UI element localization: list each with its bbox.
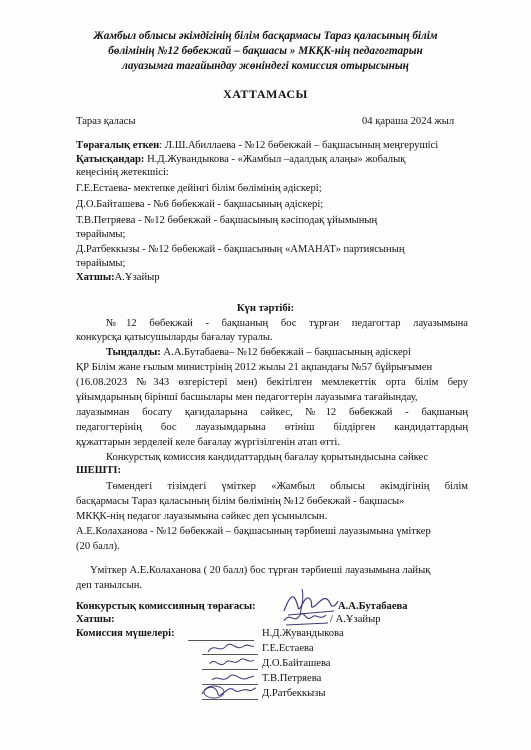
heard-speaker: А.А.Бутабаева– №12 бөбекжай – бақшасының әдіскері — [160, 347, 411, 358]
header-line-1: Жамбыл облысы әкімдігінің білім басқармасы Тараз қаласының білім — [93, 30, 438, 42]
participants-line-7: Д.Ратбеккызы - №12 бөбекжай - бақшасының «АМАНАТ» партиясының — [76, 244, 405, 255]
heard-line-4: ұйымдарының бірінші басшылары мен педагогтерін лауазымға тағайындау, — [76, 392, 418, 403]
participants-line-4: Д.О.Байташева - №6 бөбекжай - бақшасының әдіскері; — [76, 199, 324, 210]
chair-value: : Л.Ш.Абиллаева - №12 бөбекжай – бақшасының меңгерушісі — [159, 140, 439, 151]
secretary-signature-label: Хатшы: — [76, 614, 115, 625]
decided-line-2: басқармасы Тараз қаласының білім бөлімінің №12 бөбекжай - бақшасы» — [76, 496, 405, 507]
document-title: ХАТТАМАСЫ — [223, 87, 308, 101]
chair-line — [76, 140, 438, 153]
decided-line-1: Төмендегі тізімдегі үміткер «Жамбыл облысы әкімдігінің білім — [106, 481, 468, 492]
member-signature-image-5 — [198, 680, 258, 702]
chair-signature-label: Конкурстық комиссияның төрағасы: — [76, 601, 256, 612]
member-name-3: Д.О.Байташева — [262, 658, 331, 669]
member-name-4: Т.В.Петряева — [262, 673, 322, 684]
participants-line-1 — [76, 154, 405, 167]
member-name-5: Д.Ратбеккызы — [262, 688, 326, 699]
conclusion-line-1: Үміткер А.Е.Колаханова ( 20 балл) бос тұрған тәрбиеші лауазымына лайық — [90, 565, 431, 576]
participants-line-3: Г.Е.Естаева- мектепке дейінгі білім бөлімінің әдіскері; — [76, 183, 322, 194]
participants-line-5: Т.В.Петряева - №12 бөбекжай - бақшасының кәсіподақ ұйымының — [76, 215, 378, 226]
secretary-line — [76, 272, 160, 285]
participant-1: Н.Д.Жувандыкова - «Жамбыл –адалдық алаңы» жобалық — [144, 154, 406, 165]
agenda-heading: Күн тәртібі: — [236, 303, 295, 314]
header-line-3: лауазымға тағайындау жөніндегі комиссия отырысының — [122, 60, 409, 72]
secretary-signature-image — [282, 607, 332, 629]
chair-label: Төрағалық еткен — [76, 140, 160, 151]
conclusion-line-2: деп танылсын. — [76, 580, 143, 591]
decided-line-5: (20 балл). — [76, 541, 120, 552]
participants-line-6: төрайымы; — [76, 229, 126, 240]
place: Тараз қаласы — [76, 116, 136, 127]
decided-line-4: А.Е.Колаханова - №12 бөбекжай – бақшасының тәрбиеші лауазымына үміткер — [76, 526, 431, 537]
agenda-line-1: №12 бөбекжай - бақшаның бос тұрған педагогтар лауазымына — [106, 318, 468, 329]
heard-line-8: Конкурстық комиссия кандидаттардың бағалау қорытындысына сәйкес — [106, 452, 429, 463]
participants-label: Қатысқандар: — [76, 154, 145, 165]
heard-line-3: (16.08.2023 №343 өзгерістері мен) бекітілген мемлекеттік орта білім беру — [76, 377, 468, 388]
decided-line-3: МКҚК-нің педагог лауазымына сәйкес деп ұсынылсын. — [76, 511, 328, 522]
member-name-2: Г.Е.Естаева — [262, 643, 314, 654]
heard-line-6: педагогтерінің бос лауазымдарына өтініш білдірген кандидаттардың — [76, 422, 468, 433]
date: 04 қараша 2024 жыл — [362, 116, 455, 127]
participants-line-8: төрайымы; — [76, 258, 126, 269]
decided-label: ШЕШТІ: — [76, 465, 122, 476]
heard-line-1 — [106, 347, 411, 360]
heard-line-2: ҚР Білім және ғылым министрінің 2012 жылы 21 ақпандағы №57 бұйрығымен — [76, 362, 433, 373]
heard-line-5: лауазымнан босату қағидаларына сәйкес, №12 бөбекжай - бақшаның — [76, 407, 468, 418]
secretary-signature-name: / А.Ұзайыр — [330, 614, 381, 625]
secretary-label: Хатшы: — [76, 272, 115, 283]
participants-line-2: кеңесінің жетекшісі: — [76, 167, 169, 178]
chair-signature-name: А.А.Бутабаева — [338, 601, 408, 612]
member-name-1: Н.Д.Жувандыкова — [262, 628, 344, 639]
heard-line-7: құжаттарын зерделей келе бағалау жүргізілгенін атап өтті. — [76, 437, 340, 448]
agenda-line-2: конкурсқа қатысушыларды бағалау туралы. — [76, 332, 273, 343]
heard-label: Тыңдалды: — [106, 347, 161, 358]
header-line-2: бөлімінің №12 бөбекжай – бақшасы » МКҚК-нің педагогтарын — [108, 45, 423, 57]
secretary-value: А.Ұзайыр — [114, 272, 160, 283]
members-label: Комиссия мүшелері: — [76, 628, 175, 639]
